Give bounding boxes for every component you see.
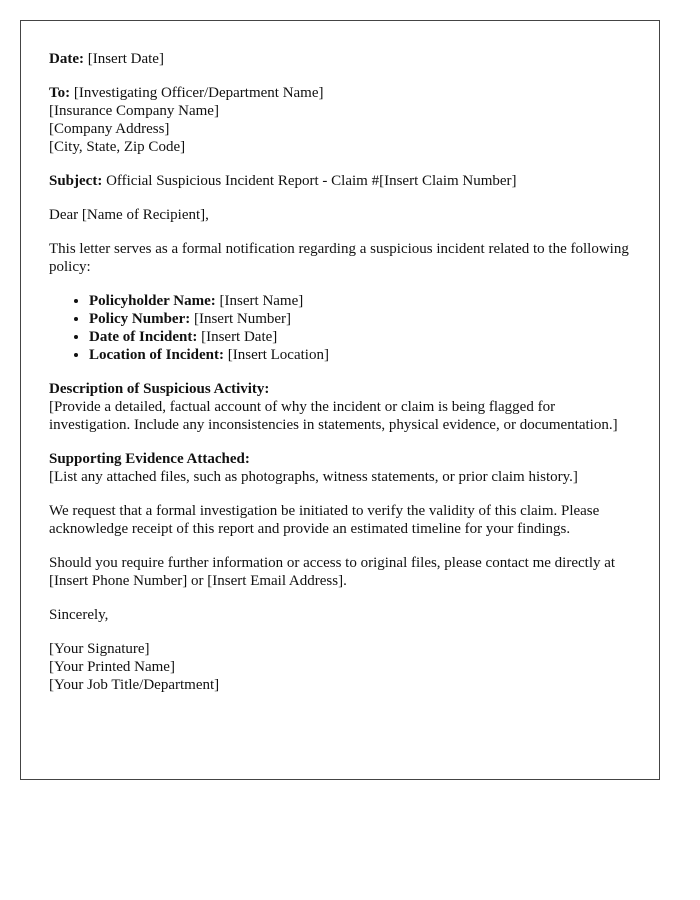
detail-label: Date of Incident: [89,329,198,345]
detail-value: [Insert Location] [224,347,329,363]
evidence-heading: Supporting Evidence Attached: [49,451,250,467]
evidence-text: [List any attached files, such as photographs, witness statements, or prior claim history.] [49,469,578,485]
contact-paragraph: Should you require further information or access to original files, please contact me directly at [Insert Phone Number] or [Insert Email Address]. [49,555,616,589]
printed-name: [Your Printed Name] [49,659,175,675]
description-section [49,380,631,434]
job-title: [Your Job Title/Department] [49,677,220,693]
evidence-section [49,450,631,486]
list-item [89,346,631,364]
detail-value: [Insert Number] [190,311,292,327]
intro-paragraph: This letter serves as a formal notification regarding a suspicious incident related to the following policy: [49,241,629,275]
subject-value: Official Suspicious Incident Report - Claim #[Insert Claim Number] [102,173,517,189]
list-item [89,292,631,310]
to-city: [City, State, Zip Code] [49,139,186,155]
date-line [49,50,631,68]
list-item [89,310,631,328]
recipient-address [49,84,631,156]
list-item [89,328,631,346]
description-heading: Description of Suspicious Activity: [49,381,270,397]
detail-value: [Insert Name] [215,293,304,309]
signature-line: [Your Signature] [49,641,150,657]
to-address: [Company Address] [49,121,170,137]
detail-label: Policyholder Name: [89,293,216,309]
date-value: [Insert Date] [83,51,164,67]
request-paragraph: We request that a formal investigation be initiated to verify the validity of this claim. Please acknowledge receipt of this report and provide an estimated timeline for your findings. [49,503,600,537]
description-text: [Provide a detailed, factual account of why the incident or claim is being flagged for investigation. Include any inconsistencies in statements, physical evidence, or documentation.] [49,399,618,433]
closing: Sincerely, [49,607,109,623]
date-label: Date: [49,51,84,67]
subject-line [49,172,631,190]
subject-label: Subject: [49,173,103,189]
policy-details-list [49,292,631,364]
signature-block [49,640,631,694]
to-line [49,84,631,102]
to-company: [Insurance Company Name] [49,103,219,119]
detail-value: [Insert Date] [197,329,278,345]
letter-page [20,20,660,780]
to-recipient: [Investigating Officer/Department Name] [70,85,324,101]
salutation: Dear [Name of Recipient], [49,207,209,223]
to-label: To: [49,85,71,101]
detail-label: Policy Number: [89,311,191,327]
detail-label: Location of Incident: [89,347,224,363]
